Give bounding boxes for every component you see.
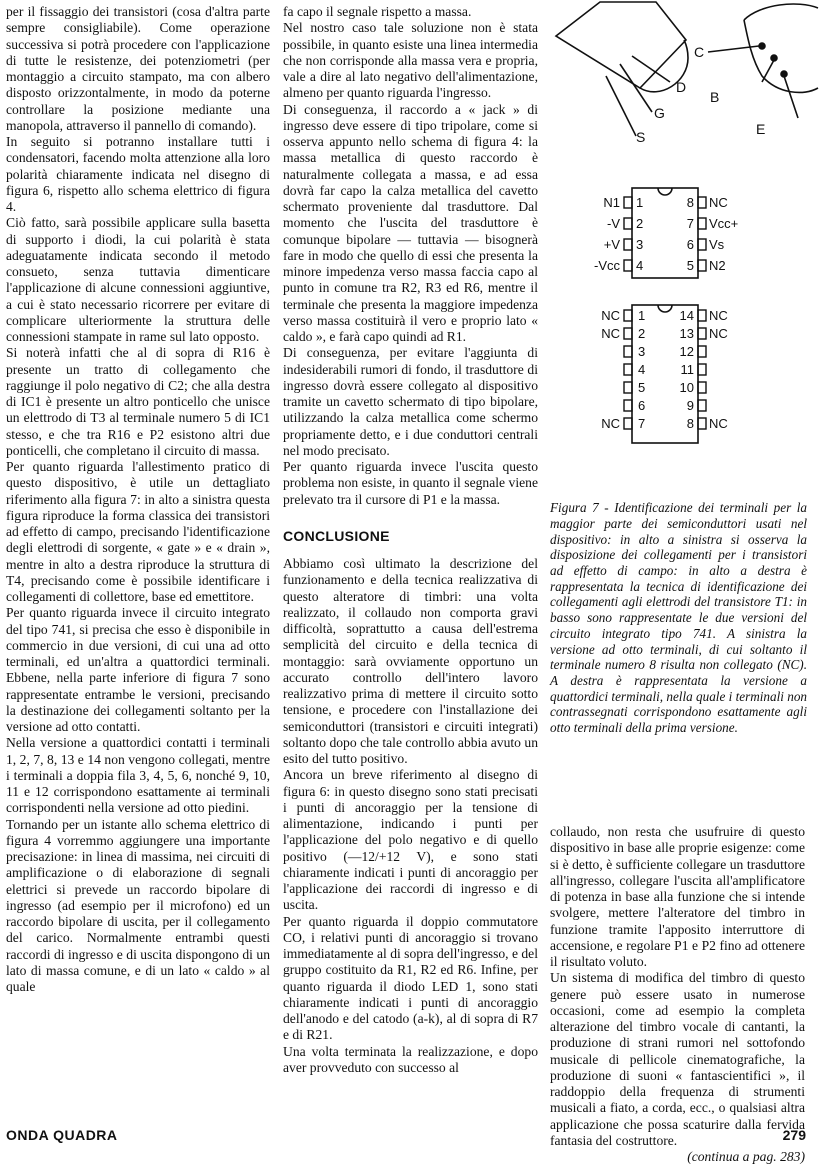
paragraph: Per quanto riguarda il doppio commutatore CO, i relativi punti di ancoraggio si trovano immediatamente al di sopra dell'ingresso, e del gruppo costituito da R1, R2 ed R6. Infine, per quanto riguarda il diodo LED 1, sono stati chiaramente indicati i punti di ancoraggio dell'anodo e del catodo (a-k), al di sopra di R7 e di R21. <box>283 913 538 1043</box>
ic14-pin-number: 12 <box>679 344 694 359</box>
ic14-pin-number: 8 <box>686 416 694 431</box>
paragraph: Ancora un breve riferimento al disegno di figura 6: in questo disegno sono stati precisati i punti di ancoraggio per la tensione di alimentazione, indicando i punti per l'applicazione del polo negativo e di quello positivo (—12/+12 V), e sono stati chiaramente indicati i punti di ancoraggio per l'applicazione dei raccordi di ingresso e di uscita. <box>283 767 538 913</box>
paragraph: Per quanto riguarda invece l'uscita questo problema non esiste, in quanto il segnale viene prelevato tra il cursore di P1 e la massa. <box>283 459 538 507</box>
ic14-pin-number: 5 <box>638 380 646 395</box>
paragraph: Una volta terminata la realizzazione, e dopo aver provveduto con successo al <box>283 1043 538 1075</box>
ic14-left-label: NC <box>601 416 620 431</box>
ic14-pin-number: 7 <box>638 416 646 431</box>
paragraph: Nella versione a quattordici contatti i terminali 1, 2, 7, 8, 13 e 14 non vengono collegati, mentre i terminali a doppia fila 3, 4, 5, 6, nonché 9, 10, 11 e 12 corrispondono esattamente ai terminali corrispondenti nella versione ad otto piedini. <box>6 735 270 816</box>
ic8-pin-number: 3 <box>636 237 644 252</box>
magazine-name: ONDA QUADRA <box>6 1127 118 1143</box>
ic8-pin-number: 1 <box>636 195 644 210</box>
fet-label-s: S <box>636 129 646 145</box>
ic8-right-label: N2 <box>709 258 726 273</box>
ic8-left-label: -Vcc <box>594 258 620 273</box>
paragraph: In seguito si potranno installare tutti i condensatori, facendo molta attenzione alla loro polarità chiaramente indicata nel disegno di figura 6, rispetto allo schema elettrico di figura 4. <box>6 134 270 214</box>
ic8-pin-number: 5 <box>686 258 694 273</box>
ic14-pin-number: 13 <box>679 326 694 341</box>
ic14-left-label: NC <box>601 308 620 323</box>
ic8-pin-number: 8 <box>686 195 694 210</box>
ic14-pin-number: 10 <box>679 380 694 395</box>
text-column-middle <box>283 4 538 1076</box>
ic14-right-label: NC <box>709 326 728 341</box>
ic14-pin-number: 6 <box>638 398 646 413</box>
ic14-right-label: NC <box>709 416 728 431</box>
ic8-pin-number: 7 <box>686 216 694 231</box>
fet-transistor-drawing <box>556 2 688 145</box>
paragraph: Per quanto riguarda invece il circuito integrato del tipo 741, si precisa che esso è disponibile in commercio in due versioni, di cui una ad otto terminali, ed un'altra a quattordici terminali. Ebbene, nella parte inferiore di figura 7 sono rappresentate entrambe le versioni, precisando la destinazione dei collegamenti soltanto per la versione ad otto contatti. <box>6 605 270 734</box>
ic8-pin-number: 4 <box>636 258 644 273</box>
page-number: 279 <box>782 1127 806 1143</box>
ic14-left-label: NC <box>601 326 620 341</box>
ic14-pin-number: 9 <box>686 398 694 413</box>
paragraph: Si noterà infatti che al di sopra di R16 è presente un tratto di collegamento che raggiunge il polo negativo di C2; che alla destra di IC1 è presente un altro ponticello che unisce un elettrodo di T3 al terminale numero 5 di IC1 stesso, e che tra R16 e P2 esistono altri due ponticelli, che completano il circuito di massa. <box>6 345 270 458</box>
text-column-left <box>6 4 270 995</box>
ic8-left-label: N1 <box>603 195 620 210</box>
ic14-pin-number: 3 <box>638 344 646 359</box>
paragraph: Abbiamo così ultimato la descrizione del funzionamento e della tecnica realizzativa di questo alteratore di timbri: una volta realizzato, il collaudo non comporta gravi difficoltà, soprattutto a causa dell'estrema semplicità del circuito e della tecnica di montaggio: sarà ovviamente opportuno un accurato controllo dell'intero lavoro realizzativo prima di mettere il circuito sotto tensione, e procedere con l'installazione dei semiconduttori (transistori e circuiti integrati) soltanto dopo che tale controllo abbia avuto un esito del tutto positivo. <box>283 556 538 766</box>
paragraph: collaudo, non resta che usufruire di questo dispositivo in base alle proprie esigenze: come si è detto, è sufficiente collegare un trasduttore all'ingresso, collegare l'uscita all'amplificatore di potenza in base alla funzione che si intende svolgere, mettere l'alteratore del timbro in funzione tramite l'apposito interruttore di accensione, e regolare P1 e P2 fino ad ottenere il risultato voluto. <box>550 824 805 969</box>
ic14-pin-number: 14 <box>679 308 694 323</box>
bjt-label-b: B <box>710 89 720 105</box>
continued-note: (continua a pag. 283) <box>687 1149 805 1164</box>
paragraph: Di conseguenza, il raccordo a « jack » di ingresso deve essere di tipo tripolare, come si osserva appunto nello schema di figura 4: la massa metallica di questo raccordo è naturalmente collegata a massa, e ad essa dovrà far capo la calza metallica del cavetto schermato proveniente dal trasduttore. Dal momento che l'uscita del trasduttore è comunque bipolare — tuttavia — bisognerà fare in modo che quello di essi che presenta la minore impedenza verso massa faccia capo al punto in comune tra R2, R3 ed R6, mentre il terminale che presenta la maggiore impedenza verso massa costituirà il vero e proprio lato « caldo », e farà capo quindi ad R1. <box>283 101 538 344</box>
paragraph: fa capo il segnale rispetto a massa. <box>283 4 472 19</box>
paragraph: Tornando per un istante allo schema elettrico di figura 4 vorremmo aggiungere una importante precisazione: in linea di massima, nei circuiti di amplificazione o di elaborazione di segnali elettrici si prevede un raccordo bipolare di ingresso (ad esempio per il microfono) ed un raccordo bipolare di uscita, per il collegamento del carico. Normalmente entrambi questi raccordi di ingresso e di uscita dispongono di un lato di massa comune, e di un lato « caldo » al quale <box>6 816 270 994</box>
ic741-8pin-diagram <box>594 188 738 278</box>
ic8-left-label: +V <box>603 237 620 252</box>
paragraph: Per quanto riguarda l'allestimento pratico di questo dispositivo, è utile un dettagliato riferimento alla figura 7: in alto a sinistra questa figura riproduce la forma classica dei transistori ad effetto di campo, precisando l'identificazione degli elettrodi di sorgente, « gate » e « drain », mentre in alto a destra riproduce la struttura di T4, precisando come è possibile identificare i collegamenti di collettore, base ed emettitore. <box>6 459 270 604</box>
bjt-transistor-drawing <box>694 4 818 137</box>
ic8-pin-number: 6 <box>686 237 694 252</box>
section-heading: CONCLUSIONE <box>283 527 390 544</box>
ic8-right-label: Vs <box>709 237 725 252</box>
text-column-right <box>550 824 805 1165</box>
paragraph: Un sistema di modifica del timbro di questo genere può essere usato in numerose occasioni, come ad esempio la completa alterazione del timbro vocale di cantanti, la produzione di strani rumori nel sottofondo musicale di pellicole cinematografiche, la produzione di suoni « fantascientifici », il raddoppio della frequenza di strumenti musicali a fiato, a corda, ecc., o qualsiasi altra applicazione che possa scaturire dalla fervida fantasia del costruttore. <box>550 970 805 1148</box>
ic8-left-label: -V <box>607 216 620 231</box>
figure-caption: Figura 7 - Identificazione dei terminali per la maggior parte dei semiconduttori usati nel dispositivo: in alto a sinistra si osserva la disposizione dei collegamenti per i transistori ad effetto di campo: in alto a destra è rappresentata la tecnica di identificazione dei collegamenti agli elettrodi del transistore T1: in basso sono rappresentate le due versioni del circuito integrato tipo 741. A sinistra la versione ad otto terminali, di cui soltanto il terminale numero 8 risulta non collegato (NC). A destra è rappresentata la versione a quattordici terminali, nella quale i terminali non contrassegnati corrispondono esattamente agli otto terminali della prima versione. <box>550 500 808 736</box>
figure-7-illustration <box>548 0 820 480</box>
paragraph: per il fissaggio dei transistori (cosa d'altra parte sempre consigliabile). Come operazione successiva si potrà procedere con l'applicazione di tutte le resistenze, dei potenziometri (per montaggio a circuito stampato, ma con albero disposto orizzontalmente, in modo da poterne controllare la posizione mediante una manopola, attraverso il pannello di comando). <box>6 4 270 133</box>
fet-label-d: D <box>676 79 687 95</box>
ic14-pin-number: 1 <box>638 308 646 323</box>
ic8-right-label: Vcc+ <box>709 216 739 231</box>
ic14-pin-number: 4 <box>638 362 646 377</box>
bjt-label-c: C <box>694 44 705 60</box>
paragraph: Nel nostro caso tale soluzione non è stata possibile, in quanto esiste una linea intermedia che non corrisponde alla massa vera e propria, vale a dire al lato negativo dell'alimentazione, almeno per quanto riguarda l'ingresso. <box>283 20 538 101</box>
bjt-label-e: E <box>756 121 766 137</box>
fet-label-g: G <box>654 105 665 121</box>
ic8-right-label: NC <box>709 195 728 210</box>
paragraph: Di conseguenza, per evitare l'aggiunta di indesiderabili rumori di fondo, il trasduttore di ingresso dovrà essere collegato al dispositivo tramite un cavetto schermato di tipo bipolare, utilizzando la calza metallica come schermo propriamente detto, e i due conduttori centrali nel modo precisato. <box>283 345 538 458</box>
ic8-pin-number: 2 <box>636 216 644 231</box>
ic741-14pin-diagram <box>601 305 728 443</box>
ic14-pin-number: 2 <box>638 326 646 341</box>
ic14-pin-number: 11 <box>680 362 694 377</box>
paragraph: Ciò fatto, sarà possibile applicare sulla basetta di supporto i diodi, la cui polarità è stata adeguatamente indicata secondo il metodo consueto, senza tuttavia dimenticare l'applicazione di alcune connessioni aggiuntive, a cui è stato necessario ricorrere per evitare di complicare ulteriormente la struttura delle connessioni stampate in rame sul lato opposto. <box>6 215 270 344</box>
ic14-right-label: NC <box>709 308 728 323</box>
